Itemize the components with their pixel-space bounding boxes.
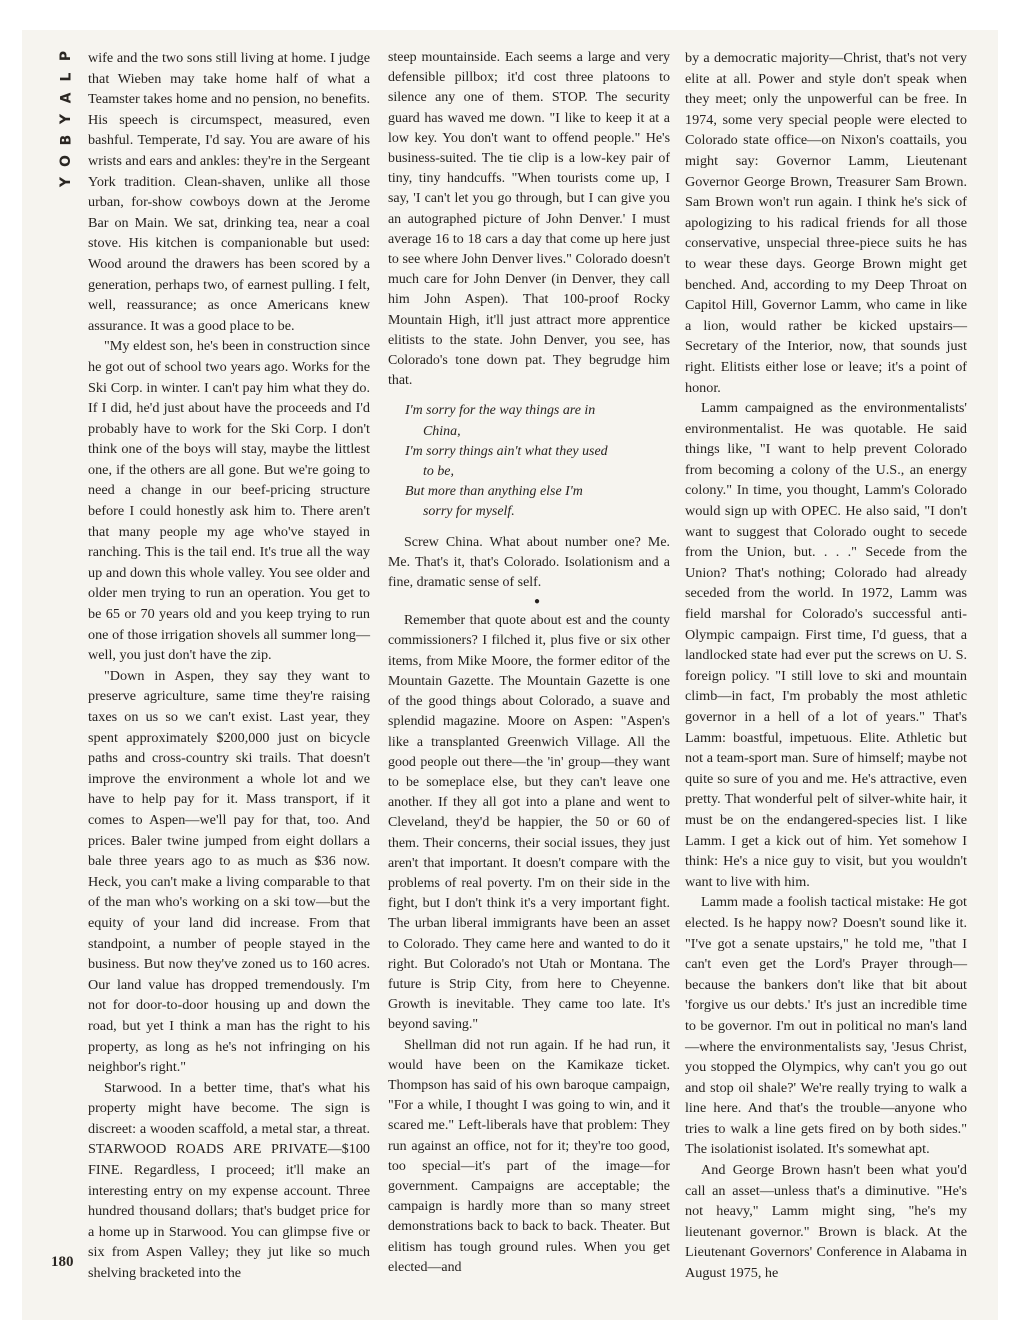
page-number: 180 [51,1254,74,1270]
paragraph: Starwood. In a better time, that's what his property might have become. The sign is discreet: a wooden scaffold, a metal star, a threat. STARWOOD ROADS ARE PRIVATE—$100 FINE. Regardless, I proceed; it'll make an interesting entry on my expense account. Three hundred thousand dollars; that's budget price for a home up in Starwood. You can glimpse five or six from Aspen Valley; they jut like so much shelving bracketed into the [88,1079,370,1282]
paragraph: Lamm campaigned as the environmentalists' environmentalist. He was quotable. He said things like, "I want to help prevent Colorado from becoming a colony of the U.S., an energy colony." In time, you thought, Lamm's Colorado would sign up with OPEC. He also said, "I don't want to suggest that Colorado ought to secede from the Union, but. . . ." Secede from the Union? That's nothing; Colorado had already seceded from the world. In 1972, Lamm was field marshal for Colorado's successful anti-Olympic campaign. First time, I'd guess, that a landlocked state had ever put the screws on U. S. foreign policy. "I still love to ski and mountain climb—in fact, I'm probably the most athletic governor in a hell of a lot of years." That's Lamm: boastful, impetuous. Elite. Athletic but not a team-sport man. Sure of himself; maybe not quite so sure of you and me. He's attractive, even pretty. That wonderful pelt of silver-white hair, it must be on the endangered-species list. I like Lamm. I get a kick out of him. Yet somehow I think: He's a nice guy to visit, but you wouldn't want to live with him. [685,400,967,890]
magazine-name-vertical [55,48,77,190]
magazine-letter: A [58,92,74,104]
lyric-text: I'm sorry things ain't what they used [405,443,608,459]
lyric-continuation: to be, [423,464,454,480]
paragraph: Screw China. What about number one? Me. Me. That's it, that's Colorado. Isolationism and a fine, dramatic sense of self. [388,534,670,591]
text-column-1 [88,48,370,1284]
paragraph: And George Brown hasn't been what you'd call an asset—unless that's a diminutive. "He's not heavy," Lamm might sing, "he's my lieutenant governor." Brown is black. At the Lieutenant Governors' Conference in Alabama in August 1975, he [685,1162,967,1282]
paragraph: Remember that quote about est and the county commissioners? I filched it, plus five or six other items, from Mike Moore, the former editor of the Mountain Gazette. The Mountain Gazette is one of the good things about Colorado, a suave and splendid magazine. Moore on Aspen: "Aspen's like a transplanted Greenwich Village. All the good people out there—the 'in' group—they want to be someplace else, but they can't leave one another. If they all got into a plane and went to Cleveland, they'd be happier, the 50 or 60 of them. Their concerns, their social issues, they just aren't that important. It doesn't compare with the problems of real poverty. I'm on their side in the fight, but I don't think it's a very important fight. The urban liberal immigrants have been an asset to Colorado. They came here and wanted to do it right. But Colorado's not Utah or Montana. The future is Strip City, from here to Cheyenne. Growth is inevitable. They came too late. It's beyond saving." [388,613,670,1033]
section-separator: ● [533,596,541,608]
magazine-letter: Y [57,176,74,188]
text-column-3 [685,48,967,1284]
lyric-line [388,442,670,482]
text-column-2 [388,48,670,1278]
lyric-text: But more than anything else I'm [405,484,583,500]
lyric-line [388,482,670,522]
song-lyrics [388,401,670,522]
paragraph: "My eldest son, he's been in construction since he got out of school two years ago. Works for the Ski Corp. in winter. I can't pay him what they do. If I did, he'd just about have the proceeds and I'd probably have to work for the Ski Corp. I don't think one of the boys will stay, maybe the littlest one, if the others are all gone. But we're going to need a change in our beef-pricing structure before I could honestly ask him to. There aren't that many people my age who've stayed in ranching. This is the tail end. It's true all the way up and down this whole valley. You see older and older men trying to run an operation. You get to be 65 or 70 years old and you keep trying to run one of those irrigation shovels all summer long—well, you just don't have the zip. [88,338,370,664]
magazine-letter: L [57,72,74,82]
paragraph: steep mountainside. Each seems a large and very defensible pillbox; it'd cost three platoons to silence any one of them. STOP. The security guard has waved me down. "I like to keep it at a low key. You don't want to offend people." He's business-suited. The tie clip is a low-key pair of tiny, tiny handcuffs. "When tourists come up, I say, 'I can't let you go through, but I can give you an autographed picture of John Denver.' I must average 16 to 18 cars a day that come up here just to see where John Denver lives." Colorado doesn't much care for John Denver (in Denver, they call him John Aspen). That 100-proof Rocky Mountain High, it'll just attract more apprentice elitists to the state. John Denver, you see, has Colorado's tone down pat. They begrudge him that. [388,50,670,389]
magazine-letter: B [57,134,74,146]
paragraph: Shellman did not run again. If he had run, it would have been on the Kamikaze ticket. Thompson has said of his own baroque campaign, "For a while, I thought I was going to win, and it scared me." Left-liberals have that problem: They run against an office, not for it; they're too good, too special—it's part of the image—for government. Campaigns are acceptable; the campaign is hardly more than so many street demonstrations back to back to back. Theater. But elitism has tough ground rules. When you get elected—and [388,1037,670,1275]
magazine-letter: O [58,155,74,167]
lyric-text: I'm sorry for the way things are in [405,403,596,419]
magazine-letter: Y [57,113,74,125]
lyric-continuation: sorry for myself. [423,504,515,520]
paragraph: Lamm made a foolish tactical mistake: He got elected. Is he happy now? Doesn't sound like it. "I've got a senate upstairs," he told me, "that I can't even get the Lord's Prayer through—because the bankers don't like that bit about 'forgive us our debts.' It's just an incredible time to be governor. I'm out in political no man's land—where the environmentalists say, 'Jesus Christ, you stopped the Olympics, why can't you go out and stop oil shale?' We're really trying to walk a line here. And that's the trouble—anyone who tries to walk a line gets fired on by both sides." The isolationist isolated. It's somewhat apt. [685,894,967,1158]
magazine-page [22,30,998,1320]
paragraph: "Down in Aspen, they say they want to preserve agriculture, same time they're raising taxes on us so we can't exist. Last year, they spent approximately $200,000 just on bicycle paths and cross-country ski trails. That doesn't improve the environment a whole lot and we have to help pay for it. Mass transport, if it comes to Aspen—we'll pay for that, too. And prices. Baler twine jumped from eight dollars a bale three years ago to as much as $36 now. Heck, you can't make a living comparable to that of the man who's working on a ski tow—but the equity of your land did increase. From that standpoint, a number of people stayed in the business. But now they've zoned us to 160 acres. Our land value has dropped tremendously. I'm not for door-to-door housing up and down the road, but yet I think a man has the right to his property, as long as he's not infringing on his neighbor's right." [88,667,370,1076]
lyric-line [388,401,670,441]
magazine-letter: P [57,50,74,62]
paragraph: by a democratic majority—Christ, that's not very elite at all. Power and style don't speak when they meet; only the unpowerful can be free. In 1974, some very special people were elected to Colorado state office—on Nixon's coattails, you might say: Governor Lamm, Lieutenant Governor George Brown, Treasurer Sam Brown. Sam Brown won't run again. I think he's sick of apologizing to his radical friends for all those conservative, unspecial three-piece suits he has to wear these days. George Brown might get benched. And, according to my Deep Throat on Capitol Hill, Governor Lamm, who came in like a lion, would rather be kicked upstairs—Secretary of the Interior, now, that sounds just right. Elitists either lose or leave; it's a point of honor. [685,50,967,396]
lyric-continuation: China, [423,423,461,439]
paragraph: wife and the two sons still living at home. I judge that Wieben may take home half of what a Teamster takes home and no pension, no benefits. His speech is circumspect, measured, even bashful. Temperate, I'd say. You are aware of his wrists and ears and ankles: they're in the Sergeant York tradition. Clean-shaven, unlike all those urban, for-show cowboys down at the Jerome Bar on Main. We sat, drinking tea, near a coal stove. His kitchen is companionable but used: Wood around the drawers has been scored by a generation, perhaps two, of earnest pulling. I felt, well, reassurance; as once Americans knew assurance. It was a good place to be. [88,50,370,334]
